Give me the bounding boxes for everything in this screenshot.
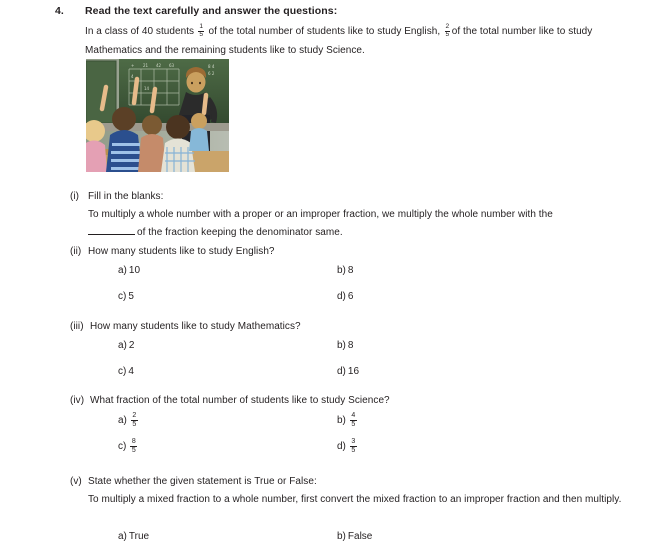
option-row [118, 412, 638, 438]
page-title: Read the text carefully and answer the questions: [85, 5, 338, 17]
option-c-fraction [130, 438, 137, 454]
svg-text:14: 14 [144, 86, 150, 91]
sub-question-iii-options [118, 338, 638, 390]
statement-line-2-text: of the fraction keeping the denominator same. [137, 227, 343, 238]
svg-text:+: + [131, 63, 135, 68]
passage-segment-1: In a class of 40 students [85, 26, 197, 37]
fraction-denominator: 5 [351, 446, 356, 454]
option-b-value: 8 [347, 265, 354, 276]
sub-question-iii-marker: (iii) [70, 321, 84, 332]
fraction-numerator: 4 [351, 412, 356, 419]
option-row [118, 438, 638, 464]
sub-question-iv [70, 392, 640, 410]
statement-text: To multiply a mixed fraction to a whole number, first convert the mixed fraction to an improper fraction and then multiply. [88, 494, 622, 505]
option-d-label: d) [337, 440, 346, 452]
passage-text [85, 22, 633, 60]
sub-question-v-marker: (v) [70, 476, 82, 487]
svg-text:4: 4 [131, 74, 134, 79]
option-a-label: a) [118, 414, 127, 426]
option-d-fraction [350, 438, 357, 454]
option-b-label: b) [337, 265, 346, 276]
question-header [0, 4, 662, 19]
fraction-one-fifth [198, 24, 204, 39]
option-c-label: c) [118, 440, 127, 452]
fraction-denominator: 5 [351, 420, 356, 428]
sub-question-ii [70, 243, 640, 261]
fraction-numerator: 2 [445, 23, 450, 31]
option-b-fraction [350, 412, 357, 428]
fraction-numerator: 8 [131, 438, 136, 445]
sub-question-i [70, 188, 640, 242]
sub-question-i-marker: (i) [70, 191, 80, 202]
sub-question-i-lead [70, 188, 640, 206]
sub-question-ii-marker: (ii) [70, 246, 82, 257]
option-b[interactable] [337, 412, 556, 429]
passage-segment-2: of the total number of students like to study English, [205, 26, 444, 37]
option-b-label: b) [337, 414, 346, 426]
sub-question-v-text: State whether the given statement is True or False: [88, 476, 317, 487]
option-row [118, 263, 638, 289]
option-row [118, 529, 638, 555]
fraction-two-fifths [445, 24, 451, 39]
sub-question-v-lead [70, 473, 640, 491]
sub-question-v-options [118, 529, 638, 555]
option-c[interactable] [118, 364, 337, 380]
fraction-denominator: 5 [132, 420, 137, 428]
statement-line-2 [88, 224, 640, 242]
sub-question-iv-options [118, 412, 638, 464]
sub-question-iii-lead [70, 318, 640, 336]
option-a-label: a) [118, 265, 127, 276]
svg-text:63: 63 [169, 63, 175, 68]
passage-segment-3: of the total number like to study Mathematics and the remaining students like to study Science. [85, 26, 593, 56]
option-d-value: 6 [347, 291, 354, 302]
option-b[interactable] [337, 263, 556, 279]
option-b-value: 8 [347, 340, 354, 351]
statement-line-1: To multiply a whole number with a proper or an improper fraction, we multiply the whole number with the [88, 209, 553, 220]
svg-text:42: 42 [156, 63, 162, 68]
option-a-value: True [128, 531, 150, 542]
sub-question-iv-text: What fraction of the total number of students like to study Science? [90, 395, 390, 406]
option-a[interactable] [118, 263, 337, 279]
sub-question-ii-lead [70, 243, 640, 261]
sub-question-iv-marker: (iv) [70, 395, 85, 406]
option-b-label: b) [337, 340, 346, 351]
fill-blank[interactable] [88, 225, 135, 235]
sub-question-ii-text: How many students like to study English? [88, 246, 275, 257]
option-a[interactable] [118, 412, 337, 429]
option-b[interactable] [337, 338, 556, 354]
option-c-value: 5 [128, 291, 134, 302]
fraction-denominator: 5 [445, 31, 450, 39]
sub-question-ii-options [118, 263, 638, 315]
classroom-photo [86, 59, 229, 172]
option-d[interactable] [337, 364, 556, 380]
option-d-label: d) [337, 366, 346, 377]
option-row [118, 364, 638, 390]
sub-question-iii [70, 318, 640, 336]
option-d-value: 16 [347, 366, 360, 377]
option-a-value: 2 [128, 340, 135, 351]
sub-question-v [70, 473, 640, 509]
option-c-label: c) [118, 291, 127, 302]
sub-question-i-text: Fill in the blanks: [88, 191, 164, 202]
sub-question-i-statement [88, 206, 640, 242]
option-a-label: a) [118, 340, 127, 351]
option-d-label: d) [337, 291, 346, 302]
option-a-value: 10 [128, 265, 141, 276]
sub-question-iv-lead [70, 392, 640, 410]
fraction-numerator: 1 [199, 23, 204, 31]
option-row [118, 289, 638, 315]
svg-text:6 2: 6 2 [208, 71, 215, 76]
option-row [118, 338, 638, 364]
option-d[interactable] [337, 289, 556, 305]
option-c[interactable] [118, 289, 337, 305]
option-a[interactable] [118, 529, 337, 545]
question-number: 4. [55, 5, 64, 17]
option-c-label: c) [118, 366, 127, 377]
option-c[interactable] [118, 438, 337, 455]
option-b[interactable] [337, 529, 556, 545]
option-a-label: a) [118, 531, 127, 542]
fraction-denominator: 5 [199, 31, 204, 39]
fraction-numerator: 2 [132, 412, 137, 419]
option-b-label: b) [337, 531, 346, 542]
svg-text:8 4: 8 4 [208, 64, 215, 69]
fraction-denominator: 5 [131, 446, 136, 454]
option-a-fraction [131, 412, 138, 428]
option-d[interactable] [337, 438, 556, 455]
option-a[interactable] [118, 338, 337, 354]
option-b-value: False [347, 531, 373, 542]
sub-question-v-statement [88, 491, 640, 509]
fraction-numerator: 3 [351, 438, 356, 445]
option-c-value: 4 [128, 366, 134, 377]
svg-text:21: 21 [143, 63, 149, 68]
sub-question-iii-text: How many students like to study Mathematics? [90, 321, 301, 332]
